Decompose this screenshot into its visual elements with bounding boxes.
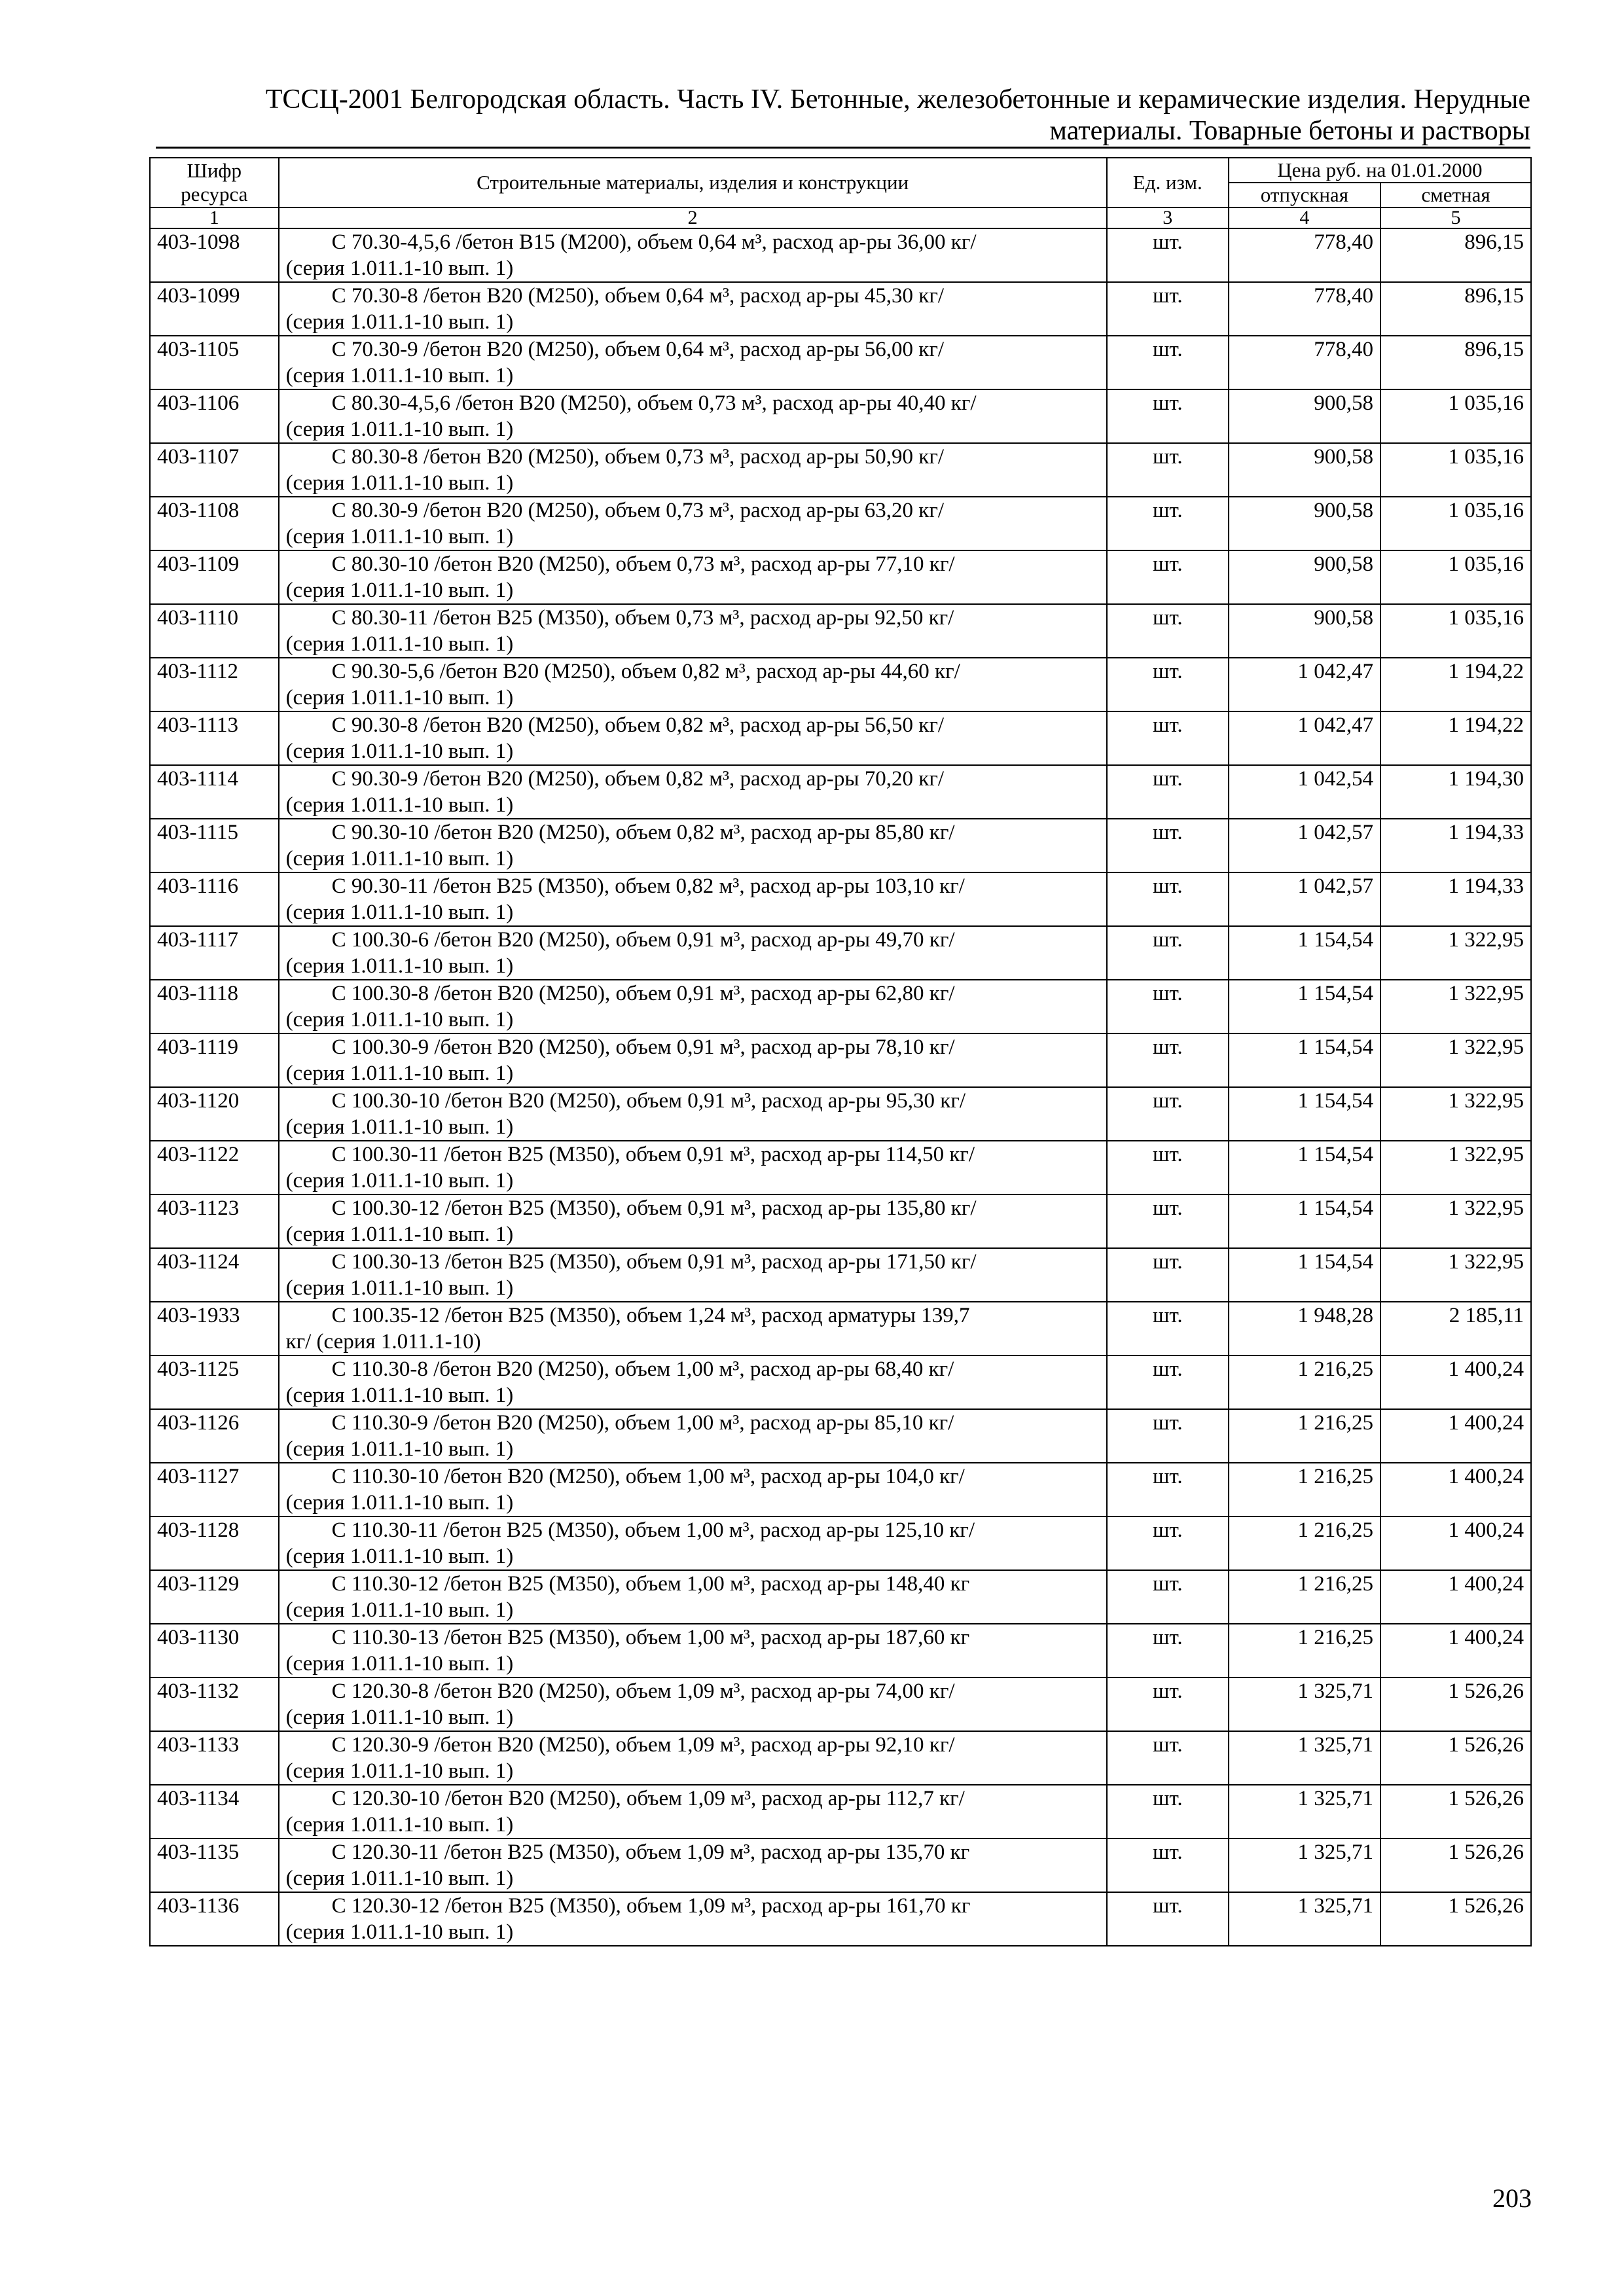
price-release: 900,58 — [1229, 497, 1380, 550]
description-line-1: С 120.30-10 /бетон В20 (М250), объем 1,09 м³, расход ар-ры 112,7 кг/ — [331, 1787, 965, 1810]
resource-code: 403-1122 — [150, 1141, 279, 1194]
material-description — [279, 1463, 1107, 1516]
price-estimate: 1 322,95 — [1380, 926, 1531, 980]
table-row — [150, 1677, 1531, 1731]
price-release: 1 042,54 — [1229, 765, 1380, 819]
column-number-row — [150, 207, 1531, 228]
price-release: 1 042,47 — [1229, 711, 1380, 765]
unit-of-measure: шт. — [1107, 658, 1229, 711]
page-header — [156, 84, 1530, 149]
description-line-2: (серия 1.011.1-10 вып. 1) — [285, 632, 514, 656]
material-description — [279, 497, 1107, 550]
description-line-2: (серия 1.011.1-10 вып. 1) — [285, 1759, 514, 1783]
unit-of-measure: шт. — [1107, 336, 1229, 389]
price-release: 900,58 — [1229, 550, 1380, 604]
description-line-1: С 110.30-13 /бетон В25 (М350), объем 1,00 м³, расход ар-ры 187,60 кг — [331, 1626, 970, 1649]
column-header-price-estimate: сметная — [1380, 183, 1531, 207]
price-release: 1 154,54 — [1229, 1248, 1380, 1302]
description-line-2: (серия 1.011.1-10 вып. 1) — [285, 901, 514, 924]
price-estimate: 1 400,24 — [1380, 1355, 1531, 1409]
material-description — [279, 1624, 1107, 1677]
resource-code: 403-1126 — [150, 1409, 279, 1463]
price-estimate: 1 035,16 — [1380, 443, 1531, 497]
price-release: 1 042,57 — [1229, 819, 1380, 872]
price-release: 1 216,25 — [1229, 1463, 1380, 1516]
table-row — [150, 926, 1531, 980]
table-row — [150, 497, 1531, 550]
description-line-1: С 100.30-10 /бетон В20 (М250), объем 0,91 м³, расход ар-ры 95,30 кг/ — [331, 1089, 966, 1113]
material-description — [279, 926, 1107, 980]
material-description — [279, 228, 1107, 282]
resource-code: 403-1136 — [150, 1892, 279, 1946]
table-row — [150, 1409, 1531, 1463]
description-line-1: С 100.30-8 /бетон В20 (М250), объем 0,91 м³, расход ар-ры 62,80 кг/ — [331, 982, 955, 1005]
unit-of-measure: шт. — [1107, 1087, 1229, 1141]
description-line-2: (серия 1.011.1-10 вып. 1) — [285, 1652, 514, 1676]
description-line-1: С 100.30-6 /бетон В20 (М250), объем 0,91 м³, расход ар-ры 49,70 кг/ — [331, 928, 955, 952]
price-release: 900,58 — [1229, 604, 1380, 658]
price-table — [149, 157, 1532, 1946]
description-line-1: С 90.30-5,6 /бетон В20 (М250), объем 0,82 м³, расход ар-ры 44,60 кг/ — [331, 660, 960, 683]
table-row — [150, 228, 1531, 282]
header-title-line-2: материалы. Товарные бетоны и растворы — [1049, 116, 1530, 146]
unit-of-measure: шт. — [1107, 1302, 1229, 1355]
resource-code: 403-1116 — [150, 872, 279, 926]
table-row — [150, 1194, 1531, 1248]
price-release: 1 042,47 — [1229, 658, 1380, 711]
resource-code: 403-1118 — [150, 980, 279, 1033]
price-estimate: 1 400,24 — [1380, 1516, 1531, 1570]
price-estimate: 1 526,26 — [1380, 1892, 1531, 1946]
description-line-1: С 110.30-11 /бетон В25 (М350), объем 1,00 м³, расход ар-ры 125,10 кг/ — [331, 1518, 975, 1542]
table-row — [150, 1624, 1531, 1677]
price-estimate: 1 526,26 — [1380, 1677, 1531, 1731]
material-description — [279, 1248, 1107, 1302]
table-row — [150, 1516, 1531, 1570]
resource-code: 403-1117 — [150, 926, 279, 980]
table-row — [150, 336, 1531, 389]
column-number: 4 — [1229, 207, 1380, 228]
unit-of-measure: шт. — [1107, 926, 1229, 980]
description-line-1: С 80.30-10 /бетон В20 (М250), объем 0,73 м³, расход ар-ры 77,10 кг/ — [331, 552, 955, 576]
material-description — [279, 1839, 1107, 1892]
price-release: 1 325,71 — [1229, 1785, 1380, 1839]
price-estimate: 1 194,22 — [1380, 711, 1531, 765]
resource-code: 403-1107 — [150, 443, 279, 497]
material-description — [279, 658, 1107, 711]
price-release: 1 948,28 — [1229, 1302, 1380, 1355]
description-line-2: (серия 1.011.1-10 вып. 1) — [285, 1437, 514, 1461]
material-description — [279, 1892, 1107, 1946]
table-row — [150, 1355, 1531, 1409]
price-release: 1 154,54 — [1229, 1087, 1380, 1141]
resource-code: 403-1106 — [150, 389, 279, 443]
unit-of-measure: шт. — [1107, 1624, 1229, 1677]
column-header-description: Строительные материалы, изделия и конструкции — [279, 158, 1107, 207]
price-release: 1 154,54 — [1229, 1033, 1380, 1087]
description-line-2: (серия 1.011.1-10 вып. 1) — [285, 1008, 514, 1031]
description-line-2: (серия 1.011.1-10 вып. 1) — [285, 364, 514, 387]
description-line-1: С 100.30-9 /бетон В20 (М250), объем 0,91 м³, расход ар-ры 78,10 кг/ — [331, 1035, 955, 1059]
description-line-1: С 110.30-8 /бетон В20 (М250), объем 1,00 м³, расход ар-ры 68,40 кг/ — [331, 1357, 954, 1381]
table-row — [150, 1302, 1531, 1355]
material-description — [279, 872, 1107, 926]
unit-of-measure: шт. — [1107, 1892, 1229, 1946]
resource-code: 403-1112 — [150, 658, 279, 711]
price-estimate: 1 322,95 — [1380, 1194, 1531, 1248]
description-line-1: С 120.30-9 /бетон В20 (М250), объем 1,09 м³, расход ар-ры 92,10 кг/ — [331, 1733, 955, 1757]
material-description — [279, 282, 1107, 336]
price-estimate: 1 035,16 — [1380, 550, 1531, 604]
price-estimate: 1 526,26 — [1380, 1839, 1531, 1892]
price-release: 1 216,25 — [1229, 1516, 1380, 1570]
resource-code: 403-1099 — [150, 282, 279, 336]
resource-code: 403-1134 — [150, 1785, 279, 1839]
material-description — [279, 1677, 1107, 1731]
description-line-1: С 80.30-4,5,6 /бетон В20 (М250), объем 0,73 м³, расход ар-ры 40,40 кг/ — [331, 391, 977, 415]
resource-code: 403-1128 — [150, 1516, 279, 1570]
resource-code: 403-1120 — [150, 1087, 279, 1141]
price-release: 1 154,54 — [1229, 1141, 1380, 1194]
table-row — [150, 711, 1531, 765]
price-estimate: 1 194,22 — [1380, 658, 1531, 711]
unit-of-measure: шт. — [1107, 1839, 1229, 1892]
resource-code: 403-1114 — [150, 765, 279, 819]
description-line-2: (серия 1.011.1-10 вып. 1) — [285, 579, 514, 602]
header-title-line-1: ТССЦ-2001 Белгородская область. Часть IV. Бетонные, железобетонные и керамические изделия. Нерудные — [265, 84, 1530, 115]
material-description — [279, 765, 1107, 819]
description-line-2: (серия 1.011.1-10 вып. 1) — [285, 1920, 514, 1944]
resource-code: 403-1119 — [150, 1033, 279, 1087]
description-line-1: С 90.30-11 /бетон В25 (М350), объем 0,82 м³, расход ар-ры 103,10 кг/ — [331, 874, 965, 898]
resource-code: 403-1113 — [150, 711, 279, 765]
table-row — [150, 282, 1531, 336]
price-estimate: 896,15 — [1380, 336, 1531, 389]
price-estimate: 1 035,16 — [1380, 389, 1531, 443]
description-line-1: С 110.30-9 /бетон В20 (М250), объем 1,00 м³, расход ар-ры 85,10 кг/ — [331, 1411, 954, 1435]
resource-code: 403-1110 — [150, 604, 279, 658]
material-description — [279, 1194, 1107, 1248]
table-row — [150, 658, 1531, 711]
resource-code: 403-1109 — [150, 550, 279, 604]
table-row — [150, 872, 1531, 926]
price-release: 1 154,54 — [1229, 926, 1380, 980]
material-description — [279, 604, 1107, 658]
resource-code: 403-1133 — [150, 1731, 279, 1785]
column-header-price-release: отпускная — [1229, 183, 1380, 207]
unit-of-measure: шт. — [1107, 443, 1229, 497]
description-line-1: С 80.30-9 /бетон В20 (М250), объем 0,73 м³, расход ар-ры 63,20 кг/ — [331, 499, 945, 522]
description-line-1: С 80.30-11 /бетон В25 (М350), объем 0,73 м³, расход ар-ры 92,50 кг/ — [331, 606, 954, 630]
price-release: 1 216,25 — [1229, 1409, 1380, 1463]
unit-of-measure: шт. — [1107, 550, 1229, 604]
material-description — [279, 550, 1107, 604]
unit-of-measure: шт. — [1107, 1033, 1229, 1087]
material-description — [279, 711, 1107, 765]
price-estimate: 1 400,24 — [1380, 1570, 1531, 1624]
table-row — [150, 1839, 1531, 1892]
table-row — [150, 1463, 1531, 1516]
unit-of-measure: шт. — [1107, 1409, 1229, 1463]
material-description — [279, 389, 1107, 443]
material-description — [279, 1033, 1107, 1087]
description-line-2: (серия 1.011.1-10 вып. 1) — [285, 1706, 514, 1729]
table-row — [150, 1248, 1531, 1302]
description-line-1: С 70.30-8 /бетон В20 (М250), объем 0,64 м³, расход ар-ры 45,30 кг/ — [331, 284, 945, 308]
resource-code: 403-1098 — [150, 228, 279, 282]
price-estimate: 1 322,95 — [1380, 1248, 1531, 1302]
unit-of-measure: шт. — [1107, 228, 1229, 282]
price-release: 1 325,71 — [1229, 1839, 1380, 1892]
resource-code: 403-1127 — [150, 1463, 279, 1516]
table-row — [150, 604, 1531, 658]
description-line-1: С 80.30-8 /бетон В20 (М250), объем 0,73 м³, расход ар-ры 50,90 кг/ — [331, 445, 945, 469]
description-line-1: С 110.30-12 /бетон В25 (М350), объем 1,00 м³, расход ар-ры 148,40 кг — [331, 1572, 970, 1596]
material-description — [279, 1785, 1107, 1839]
description-line-2: (серия 1.011.1-10 вып. 1) — [285, 1276, 514, 1300]
description-line-2: кг/ (серия 1.011.1-10) — [285, 1330, 481, 1354]
material-description — [279, 1570, 1107, 1624]
table-body — [150, 228, 1531, 1946]
unit-of-measure: шт. — [1107, 872, 1229, 926]
material-description — [279, 1302, 1107, 1355]
table-row — [150, 765, 1531, 819]
resource-code: 403-1135 — [150, 1839, 279, 1892]
resource-code: 403-1129 — [150, 1570, 279, 1624]
price-estimate: 1 035,16 — [1380, 604, 1531, 658]
description-line-2: (серия 1.011.1-10 вып. 1) — [285, 740, 514, 763]
unit-of-measure: шт. — [1107, 819, 1229, 872]
resource-code: 403-1115 — [150, 819, 279, 872]
description-line-2: (серия 1.011.1-10 вып. 1) — [285, 471, 514, 495]
price-estimate: 1 526,26 — [1380, 1785, 1531, 1839]
description-line-1: С 90.30-9 /бетон В20 (М250), объем 0,82 м³, расход ар-ры 70,20 кг/ — [331, 767, 945, 791]
price-estimate: 1 400,24 — [1380, 1463, 1531, 1516]
price-estimate: 1 194,30 — [1380, 765, 1531, 819]
description-line-1: С 100.30-11 /бетон В25 (М350), объем 0,91 м³, расход ар-ры 114,50 кг/ — [331, 1143, 975, 1166]
description-line-2: (серия 1.011.1-10 вып. 1) — [285, 1813, 514, 1837]
unit-of-measure: шт. — [1107, 765, 1229, 819]
table-row — [150, 1892, 1531, 1946]
material-description — [279, 1516, 1107, 1570]
description-line-1: С 90.30-8 /бетон В20 (М250), объем 0,82 м³, расход ар-ры 56,50 кг/ — [331, 713, 945, 737]
unit-of-measure: шт. — [1107, 1516, 1229, 1570]
column-header-price-group: Цена руб. на 01.01.2000 — [1229, 158, 1531, 183]
price-estimate: 1 322,95 — [1380, 1033, 1531, 1087]
description-line-2: (серия 1.011.1-10 вып. 1) — [285, 1491, 514, 1515]
unit-of-measure: шт. — [1107, 604, 1229, 658]
description-line-2: (серия 1.011.1-10 вып. 1) — [285, 1062, 514, 1085]
resource-code: 403-1130 — [150, 1624, 279, 1677]
price-estimate: 1 035,16 — [1380, 497, 1531, 550]
description-line-1: С 120.30-12 /бетон В25 (М350), объем 1,09 м³, расход ар-ры 161,70 кг — [331, 1894, 971, 1918]
price-release: 900,58 — [1229, 443, 1380, 497]
description-line-1: С 110.30-10 /бетон В20 (М250), объем 1,00 м³, расход ар-ры 104,0 кг/ — [331, 1465, 965, 1488]
resource-code: 403-1105 — [150, 336, 279, 389]
table-row — [150, 1785, 1531, 1839]
table-row — [150, 819, 1531, 872]
column-number: 3 — [1107, 207, 1229, 228]
price-release: 1 216,25 — [1229, 1570, 1380, 1624]
material-description — [279, 336, 1107, 389]
price-estimate: 1 400,24 — [1380, 1409, 1531, 1463]
description-line-2: (серия 1.011.1-10 вып. 1) — [285, 525, 514, 548]
unit-of-measure: шт. — [1107, 711, 1229, 765]
description-line-2: (серия 1.011.1-10 вып. 1) — [285, 686, 514, 709]
price-estimate: 1 322,95 — [1380, 1141, 1531, 1194]
description-line-1: С 120.30-11 /бетон В25 (М350), объем 1,09 м³, расход ар-ры 135,70 кг — [331, 1840, 970, 1864]
price-estimate: 896,15 — [1380, 282, 1531, 336]
price-estimate: 2 185,11 — [1380, 1302, 1531, 1355]
description-line-2: (серия 1.011.1-10 вып. 1) — [285, 310, 514, 334]
description-line-1: С 100.30-13 /бетон В25 (М350), объем 0,91 м³, расход ар-ры 171,50 кг/ — [331, 1250, 977, 1274]
table-row — [150, 1141, 1531, 1194]
description-line-2: (серия 1.011.1-10 вып. 1) — [285, 1545, 514, 1568]
price-estimate: 1 322,95 — [1380, 980, 1531, 1033]
material-description — [279, 1409, 1107, 1463]
table-row — [150, 443, 1531, 497]
description-line-2: (серия 1.011.1-10 вып. 1) — [285, 418, 514, 441]
unit-of-measure: шт. — [1107, 1731, 1229, 1785]
price-release: 1 154,54 — [1229, 980, 1380, 1033]
resource-code: 403-1125 — [150, 1355, 279, 1409]
description-line-2: (серия 1.011.1-10 вып. 1) — [285, 1598, 514, 1622]
description-line-2: (серия 1.011.1-10 вып. 1) — [285, 1384, 514, 1407]
unit-of-measure: шт. — [1107, 1570, 1229, 1624]
resource-code: 403-1124 — [150, 1248, 279, 1302]
unit-of-measure: шт. — [1107, 282, 1229, 336]
description-line-1: С 100.30-12 /бетон В25 (М350), объем 0,91 м³, расход ар-ры 135,80 кг/ — [331, 1196, 977, 1220]
price-release: 778,40 — [1229, 336, 1380, 389]
unit-of-measure: шт. — [1107, 1677, 1229, 1731]
unit-of-measure: шт. — [1107, 497, 1229, 550]
price-estimate: 1 526,26 — [1380, 1731, 1531, 1785]
description-line-2: (серия 1.011.1-10 вып. 1) — [285, 793, 514, 817]
description-line-2: (серия 1.011.1-10 вып. 1) — [285, 1115, 514, 1139]
description-line-2: (серия 1.011.1-10 вып. 1) — [285, 847, 514, 870]
material-description — [279, 980, 1107, 1033]
column-header-code: Шифр ресурса — [150, 158, 279, 207]
unit-of-measure: шт. — [1107, 1141, 1229, 1194]
material-description — [279, 1087, 1107, 1141]
unit-of-measure: шт. — [1107, 389, 1229, 443]
resource-code: 403-1108 — [150, 497, 279, 550]
price-release: 778,40 — [1229, 282, 1380, 336]
description-line-1: С 70.30-9 /бетон В20 (М250), объем 0,64 м³, расход ар-ры 56,00 кг/ — [331, 338, 945, 361]
price-release: 1 325,71 — [1229, 1677, 1380, 1731]
price-estimate: 1 322,95 — [1380, 1087, 1531, 1141]
price-release: 1 154,54 — [1229, 1194, 1380, 1248]
price-release: 1 325,71 — [1229, 1731, 1380, 1785]
description-line-2: (серия 1.011.1-10 вып. 1) — [285, 1169, 514, 1193]
price-release: 778,40 — [1229, 228, 1380, 282]
resource-code: 403-1123 — [150, 1194, 279, 1248]
price-estimate: 1 400,24 — [1380, 1624, 1531, 1677]
description-line-1: С 70.30-4,5,6 /бетон В15 (М200), объем 0,64 м³, расход ар-ры 36,00 кг/ — [331, 230, 977, 254]
column-number: 5 — [1380, 207, 1531, 228]
unit-of-measure: шт. — [1107, 1248, 1229, 1302]
material-description — [279, 1731, 1107, 1785]
material-description — [279, 443, 1107, 497]
page-number: 203 — [1492, 2183, 1532, 2213]
description-line-2: (серия 1.011.1-10 вып. 1) — [285, 257, 514, 280]
price-release: 1 042,57 — [1229, 872, 1380, 926]
resource-code: 403-1933 — [150, 1302, 279, 1355]
price-estimate: 1 194,33 — [1380, 872, 1531, 926]
material-description — [279, 819, 1107, 872]
unit-of-measure: шт. — [1107, 1463, 1229, 1516]
description-line-1: С 90.30-10 /бетон В20 (М250), объем 0,82 м³, расход ар-ры 85,80 кг/ — [331, 821, 955, 844]
price-release: 1 216,25 — [1229, 1355, 1380, 1409]
unit-of-measure: шт. — [1107, 1355, 1229, 1409]
table-row — [150, 389, 1531, 443]
resource-code: 403-1132 — [150, 1677, 279, 1731]
material-description — [279, 1141, 1107, 1194]
table-row — [150, 1731, 1531, 1785]
table-row — [150, 980, 1531, 1033]
unit-of-measure: шт. — [1107, 1194, 1229, 1248]
description-line-1: С 100.35-12 /бетон В25 (М350), объем 1,24 м³, расход арматуры 139,7 — [331, 1304, 970, 1327]
price-release: 1 216,25 — [1229, 1624, 1380, 1677]
material-description — [279, 1355, 1107, 1409]
column-header-unit: Ед. изм. — [1107, 158, 1229, 207]
table-row — [150, 1087, 1531, 1141]
price-release: 1 325,71 — [1229, 1892, 1380, 1946]
price-estimate: 896,15 — [1380, 228, 1531, 282]
column-number: 2 — [279, 207, 1107, 228]
unit-of-measure: шт. — [1107, 1785, 1229, 1839]
column-number: 1 — [150, 207, 279, 228]
price-estimate: 1 194,33 — [1380, 819, 1531, 872]
description-line-1: С 120.30-8 /бетон В20 (М250), объем 1,09 м³, расход ар-ры 74,00 кг/ — [331, 1679, 955, 1703]
description-line-2: (серия 1.011.1-10 вып. 1) — [285, 1867, 514, 1890]
price-release: 900,58 — [1229, 389, 1380, 443]
table-row — [150, 1033, 1531, 1087]
description-line-2: (серия 1.011.1-10 вып. 1) — [285, 954, 514, 978]
description-line-2: (серия 1.011.1-10 вып. 1) — [285, 1223, 514, 1246]
table-row — [150, 550, 1531, 604]
table-row — [150, 1570, 1531, 1624]
unit-of-measure: шт. — [1107, 980, 1229, 1033]
